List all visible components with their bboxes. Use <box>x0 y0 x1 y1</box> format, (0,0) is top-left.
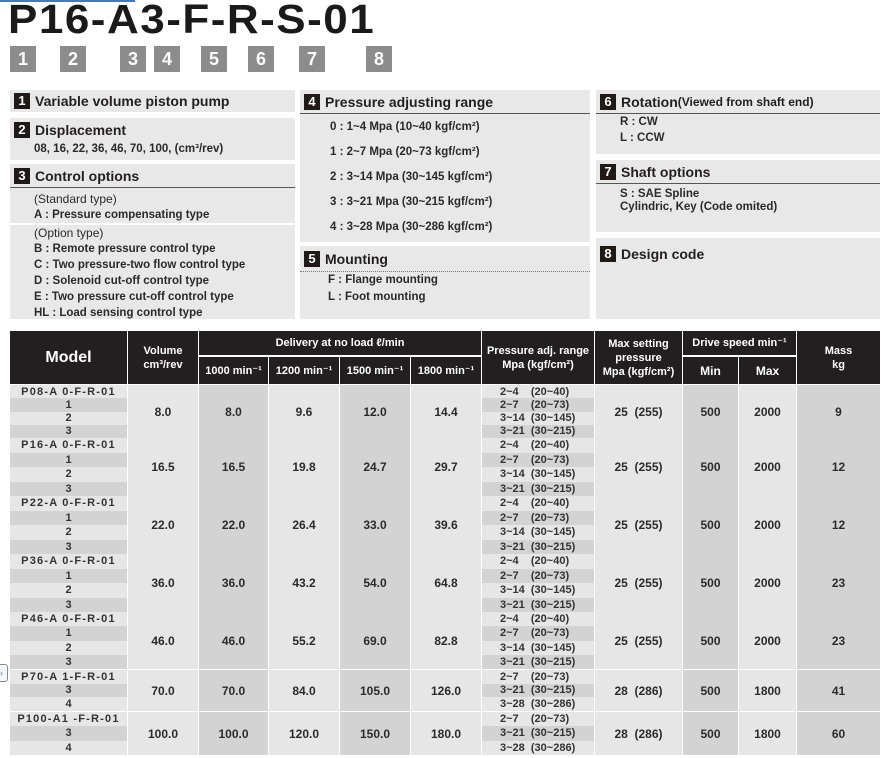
model-code-title: P16-A3-F-R-S-01 <box>8 0 376 43</box>
model-variant: 3 <box>10 726 127 740</box>
pressure-range-0: 0 : 1~4 Mpa (10~40 kgf/cm²) <box>330 121 480 133</box>
model-name: P36-A 0-F-R-01 <box>10 554 127 569</box>
specification-table <box>10 331 880 755</box>
header-speed-max: Max <box>739 357 796 384</box>
rotation-option-R: R : CW <box>620 116 658 128</box>
spec-design-code <box>596 238 880 319</box>
delivery-value: 120.0 <box>269 712 339 755</box>
volume-value: 22.0 <box>128 496 198 554</box>
model-variant: 1 <box>10 569 127 584</box>
model-variant: 3 <box>10 425 127 438</box>
speed-min-value: 500 <box>683 612 738 669</box>
spec-shaft-options <box>596 160 880 232</box>
pressure-range-value: 3~21 (30~215) <box>482 425 594 438</box>
delivery-value: 180.0 <box>411 712 481 755</box>
shaft-option-key: Cylindric, Key (Code omited) <box>620 201 778 213</box>
spec-variable-volume-pump <box>10 90 295 112</box>
header-speed-min: Min <box>683 357 738 384</box>
option-type-label: (Option type) <box>34 226 104 240</box>
mass-value: 60 <box>797 712 880 755</box>
spec-number-2: 2 <box>14 122 30 138</box>
code-badge-5: 5 <box>201 46 227 72</box>
model-variant: 3 <box>10 540 127 555</box>
pressure-range-value: 2~4 (20~40) <box>482 385 594 398</box>
pressure-range-value: 2~4 (20~40) <box>482 496 594 511</box>
delivery-value: 105.0 <box>340 670 410 711</box>
delivery-value: 70.0 <box>199 670 268 711</box>
code-badge-6: 6 <box>248 46 274 72</box>
pressure-range-3: 3 : 3~21 Mpa (30~215 kgf/cm²) <box>330 196 493 208</box>
volume-value: 36.0 <box>128 554 198 612</box>
shaft-option-S: S : SAE Spline <box>620 188 700 200</box>
pressure-range-value: 3~21 (30~215) <box>482 726 594 740</box>
control-option-HL: HL : Load sensing control type <box>34 307 203 319</box>
control-option-E: E : Two pressure cut-off control type <box>34 291 234 303</box>
delivery-value: 150.0 <box>340 712 410 755</box>
delivery-value: 100.0 <box>199 712 268 755</box>
delivery-value: 12.0 <box>340 385 410 438</box>
mass-value: 12 <box>797 438 880 496</box>
model-variant: 1 <box>10 511 127 526</box>
pressure-range-value: 2~7 (20~73) <box>482 626 594 640</box>
spec-pressure-adjusting-range <box>300 90 590 242</box>
spec-number-7: 7 <box>600 164 616 180</box>
model-variant: 3 <box>10 684 127 698</box>
header-speed-1800: 1800 min⁻¹ <box>411 357 481 384</box>
delivery-value: 36.0 <box>199 554 268 612</box>
pressure-range-1: 1 : 2~7 Mpa (20~73 kgf/cm²) <box>330 146 480 158</box>
model-name: P16-A 0-F-R-01 <box>10 438 127 453</box>
rotation-option-L: L : CCW <box>620 132 665 144</box>
speed-min-value: 500 <box>683 712 738 755</box>
spec-title: Rotation <box>621 93 678 110</box>
mass-value: 12 <box>797 496 880 554</box>
speed-max-value: 2000 <box>739 554 796 612</box>
spec-displacement <box>10 118 295 160</box>
max-pressure-value: 25 (255) <box>595 385 682 438</box>
speed-max-value: 2000 <box>739 496 796 554</box>
pressure-range-value: 3~14 (30~145) <box>482 583 594 598</box>
model-variant: 3 <box>10 482 127 497</box>
header-model: Model <box>10 331 127 384</box>
volume-value: 8.0 <box>128 385 198 438</box>
control-option-D: D : Solenoid cut-off control type <box>34 275 210 287</box>
speed-min-value: 500 <box>683 385 738 438</box>
spec-subtitle: (Viewed from shaft end) <box>677 94 814 109</box>
delivery-value: 69.0 <box>340 612 410 669</box>
header-speed-1200: 1200 min⁻¹ <box>269 357 339 384</box>
pressure-range-value: 3~21 (30~215) <box>482 598 594 613</box>
delivery-value: 126.0 <box>411 670 481 711</box>
delivery-value: 22.0 <box>199 496 268 554</box>
pressure-range-value: 2~7 (20~73) <box>482 398 594 411</box>
model-variant: 3 <box>10 655 127 669</box>
model-variant: 3 <box>10 598 127 613</box>
model-name: P100-A1 -F-R-01 <box>10 712 127 726</box>
pressure-range-value: 3~14 (30~145) <box>482 525 594 540</box>
code-badge-8: 8 <box>366 46 392 72</box>
spec-mounting <box>300 246 590 319</box>
spec-number-3: 3 <box>14 168 30 184</box>
mass-value: 9 <box>797 385 880 438</box>
pressure-range-value: 3~28 (30~286) <box>482 741 594 755</box>
model-variant: 1 <box>10 626 127 640</box>
mass-value: 23 <box>797 554 880 612</box>
header-max-setting-pressure: Max setting pressure Mpa (kgf/cm²) <box>595 331 682 384</box>
mounting-option-F: F : Flange mounting <box>328 274 438 286</box>
code-badge-3: 3 <box>120 46 146 72</box>
model-variant: 1 <box>10 453 127 468</box>
header-volume: Volume cm³/rev <box>128 331 198 384</box>
delivery-value: 82.8 <box>411 612 481 669</box>
code-badge-7: 7 <box>299 46 325 72</box>
delivery-value: 9.6 <box>269 385 339 438</box>
model-name: P08-A 0-F-R-01 <box>10 385 127 398</box>
speed-min-value: 500 <box>683 496 738 554</box>
model-variant: 2 <box>10 467 127 482</box>
control-option-C: C : Two pressure-two flow control type <box>34 259 246 271</box>
max-pressure-value: 25 (255) <box>595 496 682 554</box>
spec-number-8: 8 <box>600 246 616 262</box>
pressure-range-value: 2~7 (20~73) <box>482 670 594 684</box>
pressure-range-value: 2~4 (20~40) <box>482 438 594 453</box>
mass-value: 41 <box>797 670 880 711</box>
pressure-range-value: 3~21 (30~215) <box>482 482 594 497</box>
speed-max-value: 2000 <box>739 438 796 496</box>
delivery-value: 64.8 <box>411 554 481 612</box>
spec-control-options <box>10 164 295 319</box>
spec-number-4: 4 <box>304 94 320 110</box>
delivery-value: 33.0 <box>340 496 410 554</box>
speed-max-value: 2000 <box>739 385 796 438</box>
pressure-range-value: 3~14 (30~145) <box>482 412 594 425</box>
spec-rotation <box>596 90 880 154</box>
pressure-range-value: 2~4 (20~40) <box>482 612 594 626</box>
delivery-value: 43.2 <box>269 554 339 612</box>
spec-number-5: 5 <box>304 251 320 267</box>
delivery-value: 84.0 <box>269 670 339 711</box>
spec-title: Displacement <box>35 122 127 138</box>
spec-title: Control options <box>35 167 140 184</box>
model-variant: 4 <box>10 741 127 755</box>
volume-value: 16.5 <box>128 438 198 496</box>
speed-min-value: 500 <box>683 554 738 612</box>
spec-title: Design code <box>621 246 705 262</box>
delivery-value: 16.5 <box>199 438 268 496</box>
pressure-range-value: 2~7 (20~73) <box>482 453 594 468</box>
pressure-range-value: 2~7 (20~73) <box>482 511 594 526</box>
displacement-values: 08, 16, 22, 36, 46, 70, 100, (cm³/rev) <box>34 143 224 155</box>
max-pressure-value: 25 (255) <box>595 612 682 669</box>
delivery-value: 19.8 <box>269 438 339 496</box>
model-variant: 2 <box>10 583 127 598</box>
speed-min-value: 500 <box>683 438 738 496</box>
pressure-range-4: 4 : 3~28 Mpa (30~286 kgf/cm²) <box>330 221 493 233</box>
side-tab-handle[interactable]: › <box>0 664 8 682</box>
mounting-option-L: L : Foot mounting <box>328 291 426 303</box>
mass-value: 23 <box>797 612 880 669</box>
pressure-range-value: 2~7 (20~73) <box>482 569 594 584</box>
code-badge-2: 2 <box>60 46 86 72</box>
header-pressure-range: Pressure adj. range Mpa (kgf/cm²) <box>482 331 594 384</box>
volume-value: 100.0 <box>128 712 198 755</box>
header-drive-speed: Drive speed min⁻¹ <box>683 331 796 355</box>
speed-max-value: 1800 <box>739 712 796 755</box>
delivery-value: 14.4 <box>411 385 481 438</box>
standard-type-label: (Standard type) <box>34 192 117 206</box>
spec-title: Mounting <box>325 250 388 267</box>
delivery-value: 55.2 <box>269 612 339 669</box>
pressure-range-value: 2~7 (20~73) <box>482 712 594 726</box>
model-name: P70-A 1-F-R-01 <box>10 670 127 684</box>
model-variant: 1 <box>10 398 127 411</box>
delivery-value: 29.7 <box>411 438 481 496</box>
code-badge-1: 1 <box>10 46 36 72</box>
pressure-range-value: 3~28 (30~286) <box>482 697 594 711</box>
delivery-value: 39.6 <box>411 496 481 554</box>
pressure-range-value: 3~21 (30~215) <box>482 540 594 555</box>
max-pressure-value: 25 (255) <box>595 438 682 496</box>
model-name: P46-A 0-F-R-01 <box>10 612 127 626</box>
header-mass: Mass kg <box>797 331 880 384</box>
delivery-value: 46.0 <box>199 612 268 669</box>
max-pressure-value: 28 (286) <box>595 670 682 711</box>
model-name: P22-A 0-F-R-01 <box>10 496 127 511</box>
speed-min-value: 500 <box>683 670 738 711</box>
header-speed-1000: 1000 min⁻¹ <box>199 357 268 384</box>
model-variant: 2 <box>10 525 127 540</box>
delivery-value: 54.0 <box>340 554 410 612</box>
spec-number-6: 6 <box>600 94 616 110</box>
volume-value: 70.0 <box>128 670 198 711</box>
pressure-range-value: 2~4 (20~40) <box>482 554 594 569</box>
model-variant: 2 <box>10 641 127 655</box>
header-speed-1500: 1500 min⁻¹ <box>340 357 410 384</box>
spec-title: Pressure adjusting range <box>325 93 494 110</box>
pressure-range-value: 3~21 (30~215) <box>482 655 594 669</box>
model-variant: 2 <box>10 412 127 425</box>
max-pressure-value: 28 (286) <box>595 712 682 755</box>
pressure-range-2: 2 : 3~14 Mpa (30~145 kgf/cm²) <box>330 171 493 183</box>
delivery-value: 26.4 <box>269 496 339 554</box>
pressure-range-value: 3~14 (30~145) <box>482 641 594 655</box>
pressure-range-value: 3~14 (30~145) <box>482 467 594 482</box>
control-option-A: A : Pressure compensating type <box>34 209 210 221</box>
spec-title: Shaft options <box>621 163 711 180</box>
max-pressure-value: 25 (255) <box>595 554 682 612</box>
speed-max-value: 1800 <box>739 670 796 711</box>
model-variant: 4 <box>10 697 127 711</box>
pressure-range-value: 3~21 (30~215) <box>482 684 594 698</box>
spec-number-1: 1 <box>14 93 30 109</box>
delivery-value: 8.0 <box>199 385 268 438</box>
delivery-value: 24.7 <box>340 438 410 496</box>
header-delivery: Delivery at no load ℓ/min <box>199 331 481 355</box>
speed-max-value: 2000 <box>739 612 796 669</box>
code-badge-4: 4 <box>154 46 180 72</box>
control-option-B: B : Remote pressure control type <box>34 243 216 255</box>
volume-value: 46.0 <box>128 612 198 669</box>
spec-title: Variable volume piston pump <box>35 93 230 109</box>
